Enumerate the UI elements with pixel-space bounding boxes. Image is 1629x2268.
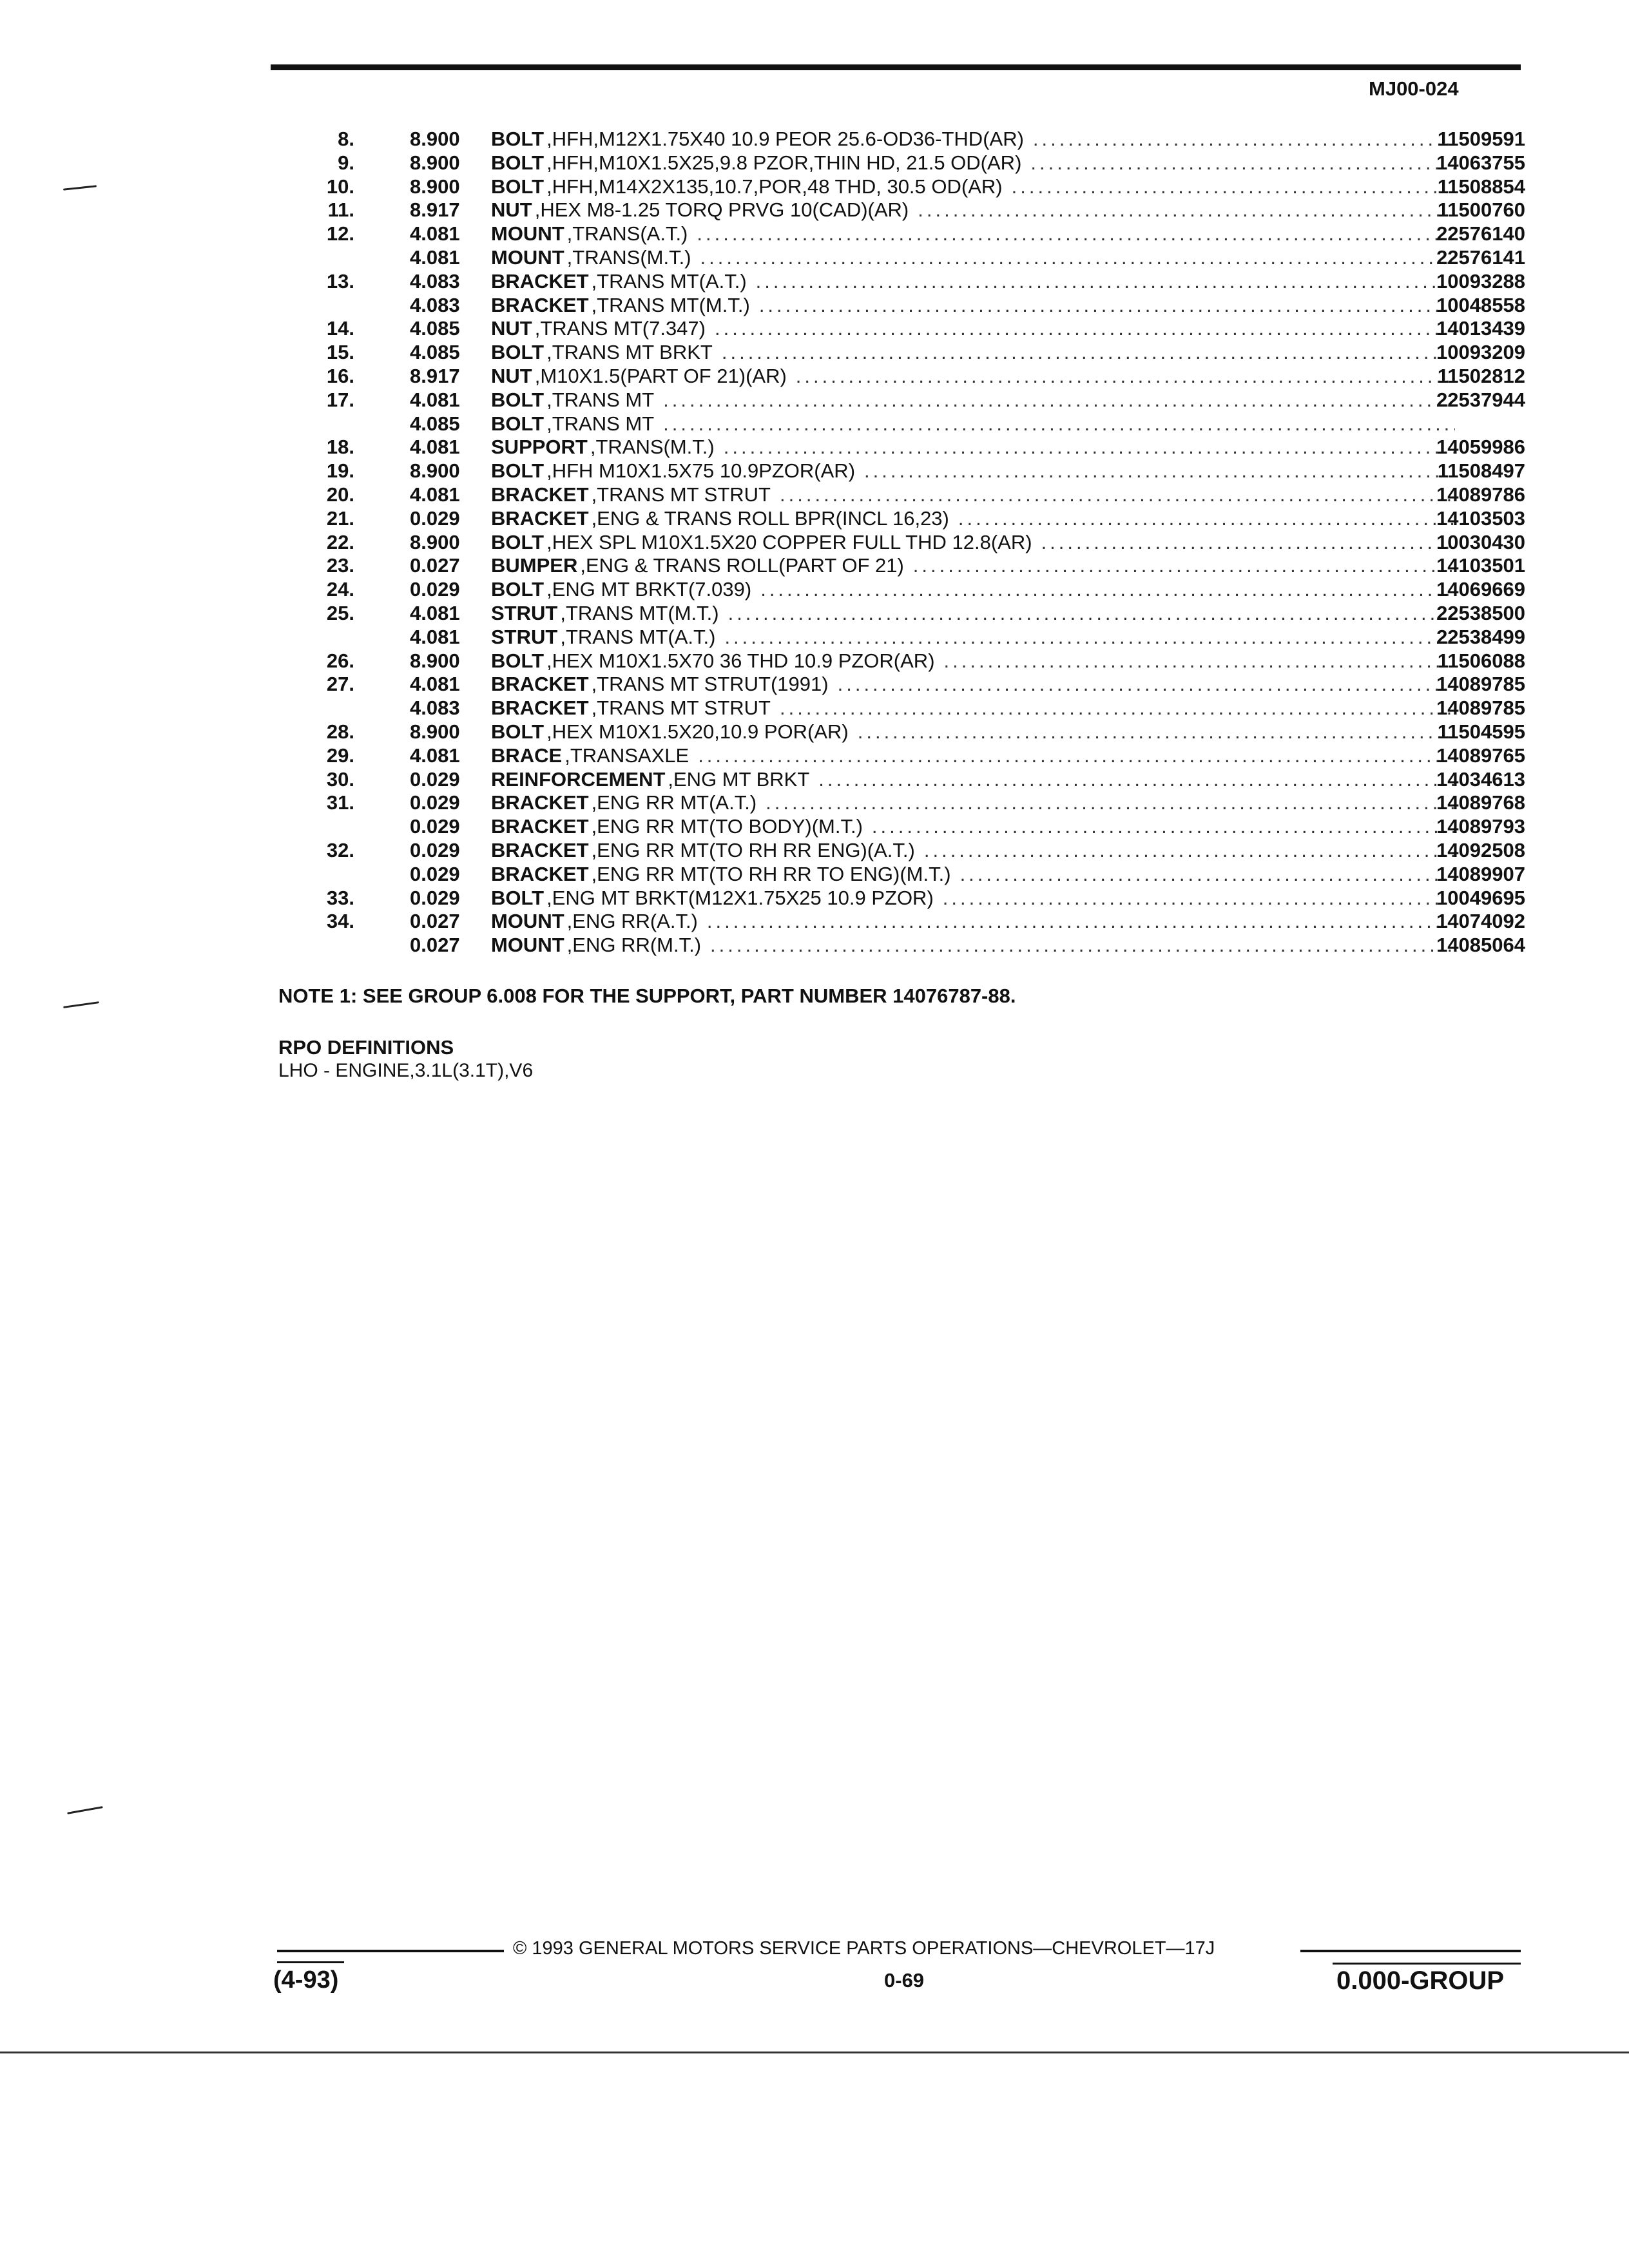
group-number: 4.083 (410, 269, 460, 293)
group-number: 4.081 (410, 245, 460, 269)
part-name: BRACKET (491, 791, 589, 814)
group-number: 8.900 (410, 720, 460, 743)
part-name: STRUT (491, 601, 558, 624)
part-description (491, 673, 1470, 697)
part-description (491, 602, 1470, 626)
part-description (491, 507, 1470, 531)
part-row (284, 341, 1525, 365)
item-number: 34. (326, 910, 354, 933)
part-row (284, 175, 1525, 199)
part-name: MOUNT (491, 910, 564, 933)
part-name: BRACKET (491, 862, 589, 885)
part-name: BRACKET (491, 838, 589, 861)
item-number: 12. (326, 222, 354, 245)
item-number: 27. (326, 673, 354, 696)
group-number: 0.029 (410, 506, 460, 530)
group-number: 0.029 (410, 838, 460, 861)
part-number: 14089907 (1436, 862, 1525, 885)
part-description (491, 128, 1470, 151)
dot-leader (872, 815, 1455, 839)
group-number: 4.081 (410, 601, 460, 624)
part-row (284, 673, 1525, 697)
item-number: 14. (326, 317, 354, 340)
group-number: 0.029 (410, 767, 460, 791)
part-description (491, 412, 1470, 436)
part-description (491, 839, 1470, 863)
part-row (284, 697, 1525, 720)
part-description (491, 436, 1470, 459)
item-number: 20. (326, 483, 354, 506)
part-name: NUT (491, 364, 532, 387)
dot-leader (943, 887, 1455, 910)
group-number: 8.900 (410, 175, 460, 198)
part-name: BOLT (491, 459, 545, 483)
item-number: 8. (338, 128, 354, 150)
group-number: 0.027 (410, 554, 460, 577)
part-number: 10048558 (1436, 293, 1525, 316)
part-row (284, 269, 1525, 294)
item-number: 9. (338, 151, 354, 174)
part-description (491, 317, 1470, 341)
part-name: BOLT (491, 530, 545, 553)
part-row (284, 198, 1525, 222)
part-description (491, 483, 1470, 507)
part-detail: ,ENG RR MT(TO BODY)(M.T.) (591, 815, 863, 838)
part-detail: ,M10X1.5(PART OF 21)(AR) (534, 364, 787, 387)
part-description (491, 697, 1470, 720)
part-description (491, 151, 1470, 175)
part-description (491, 887, 1470, 910)
part-number: 14103501 (1436, 554, 1525, 577)
part-description (491, 270, 1470, 294)
part-description (491, 910, 1470, 934)
item-number: 19. (326, 459, 354, 483)
part-name: MOUNT (491, 934, 564, 957)
part-description (491, 554, 1470, 578)
dot-leader (1030, 151, 1455, 175)
part-description (491, 578, 1470, 602)
group-number: 0.029 (410, 815, 460, 838)
part-name: BRACKET (491, 815, 589, 838)
part-detail: ,TRANS MT(M.T.) (591, 293, 750, 316)
part-name: BRACKET (491, 506, 589, 530)
part-description (491, 791, 1470, 815)
part-description (491, 365, 1470, 389)
part-description (491, 863, 1470, 887)
part-description (491, 341, 1470, 365)
part-name: STRUT (491, 625, 558, 648)
group-number: 0.029 (410, 578, 460, 601)
document-code: MJ00-024 (1369, 77, 1459, 100)
part-detail: ,HFH,M14X2X135,10.7,POR,48 THD, 30.5 OD(AR) (546, 175, 1003, 198)
part-detail: ,TRANS MT(A.T.) (591, 269, 747, 293)
part-description (491, 531, 1470, 555)
part-detail: ,ENG MT BRKT (668, 767, 810, 791)
part-detail: ,HFH M10X1.5X75 10.9PZOR(AR) (546, 459, 856, 483)
header-rule (271, 64, 1521, 70)
part-name: BRACE (491, 744, 563, 767)
part-number: 14063755 (1436, 151, 1525, 174)
part-number: 14089786 (1436, 483, 1525, 506)
item-number: 31. (326, 791, 354, 814)
part-row (284, 625, 1525, 649)
dot-leader (724, 436, 1455, 459)
part-detail: ,HEX SPL M10X1.5X20 COPPER FULL THD 12.8(AR) (546, 530, 1032, 553)
part-number: 14089765 (1436, 744, 1525, 767)
part-row (284, 436, 1525, 459)
dot-leader (924, 839, 1455, 863)
part-number: 11508854 (1437, 175, 1525, 198)
part-description (491, 294, 1470, 318)
part-description (491, 222, 1470, 246)
note-text: NOTE 1: SEE GROUP 6.008 FOR THE SUPPORT, PART NUMBER 14076787-88. (278, 985, 1016, 1007)
part-name: BUMPER (491, 554, 578, 577)
part-name: NUT (491, 198, 532, 222)
part-row (284, 744, 1525, 768)
part-number: 14069669 (1436, 578, 1525, 601)
part-number: 22576140 (1436, 222, 1525, 245)
part-number: 11500760 (1437, 198, 1525, 222)
item-number: 29. (326, 744, 354, 767)
dot-leader (1012, 175, 1455, 199)
dot-leader (780, 483, 1455, 507)
group-number: 4.081 (410, 436, 460, 459)
part-row (284, 601, 1525, 626)
part-row (284, 554, 1525, 578)
part-number: 11509591 (1437, 128, 1525, 150)
part-name: NUT (491, 317, 532, 340)
group-number: 4.081 (410, 483, 460, 506)
item-number: 18. (326, 436, 354, 459)
part-row (284, 317, 1525, 341)
group-number: 8.917 (410, 198, 460, 222)
part-detail: ,TRANS MT (546, 412, 655, 435)
group-number: 4.081 (410, 222, 460, 245)
group-number: 4.085 (410, 341, 460, 364)
part-row (284, 222, 1525, 246)
part-detail: ,ENG RR MT(TO RH RR ENG)(A.T.) (591, 838, 915, 861)
copyright-text: © 1993 GENERAL MOTORS SERVICE PARTS OPERATIONS—CHEVROLET—17J (513, 1938, 1215, 1959)
dot-leader (663, 389, 1455, 412)
scan-mark (63, 185, 97, 190)
dot-leader (780, 697, 1455, 720)
part-row (284, 412, 1521, 436)
dot-leader (864, 459, 1455, 483)
part-number: 22576141 (1436, 245, 1525, 269)
part-description (491, 389, 1470, 412)
part-number: 14089768 (1436, 791, 1525, 814)
dot-leader (796, 365, 1455, 389)
part-description (491, 744, 1470, 768)
group-number: 4.081 (410, 673, 460, 696)
part-row (284, 483, 1525, 507)
dot-leader (1041, 531, 1455, 555)
footer-rule-right (1300, 1950, 1521, 1952)
group-number: 0.029 (410, 886, 460, 909)
part-name: MOUNT (491, 222, 564, 245)
part-detail: ,ENG MT BRKT(7.039) (546, 578, 752, 601)
dot-leader (663, 412, 1455, 436)
dot-leader (756, 270, 1455, 294)
item-number: 22. (326, 530, 354, 553)
part-detail: ,ENG RR MT(TO RH RR TO ENG)(M.T.) (591, 862, 951, 885)
part-description (491, 934, 1470, 957)
group-number: 4.081 (410, 388, 460, 411)
item-number: 30. (326, 767, 354, 791)
part-number: 22537944 (1436, 388, 1525, 411)
part-row (284, 293, 1525, 318)
group-number: 8.917 (410, 364, 460, 387)
item-number: 23. (326, 554, 354, 577)
footer-rule-date (277, 1961, 344, 1963)
part-row (284, 506, 1525, 531)
part-description (491, 246, 1470, 270)
part-name: BRACKET (491, 673, 589, 696)
rpo-definitions-title: RPO DEFINITIONS (278, 1036, 454, 1059)
part-row (284, 720, 1525, 744)
dot-leader (838, 673, 1455, 697)
part-name: BOLT (491, 649, 545, 672)
dot-leader (710, 934, 1455, 957)
page-bottom-edge (0, 2052, 1629, 2053)
part-name: BOLT (491, 151, 545, 174)
part-description (491, 626, 1470, 649)
item-number: 17. (326, 388, 354, 411)
part-name: BRACKET (491, 483, 589, 506)
dot-leader (944, 649, 1455, 673)
part-description (491, 815, 1470, 839)
part-number: 14059986 (1436, 436, 1525, 459)
group-number: 8.900 (410, 151, 460, 174)
part-row (284, 862, 1525, 887)
item-number: 15. (326, 341, 354, 364)
parts-list (284, 128, 1525, 957)
part-number: 14089785 (1436, 697, 1525, 720)
part-detail: ,TRANS MT(A.T.) (560, 625, 716, 648)
part-row (284, 128, 1525, 151)
part-detail: ,ENG RR MT(A.T.) (591, 791, 757, 814)
dot-leader (1033, 128, 1455, 151)
part-number: 11506088 (1437, 649, 1525, 672)
part-detail: ,HFH,M10X1.5X25,9.8 PZOR,THIN HD, 21.5 OD(AR) (546, 151, 1022, 174)
part-number: 14013439 (1436, 317, 1525, 340)
group-number: 4.083 (410, 293, 460, 316)
part-detail: ,ENG & TRANS ROLL BPR(INCL 16,23) (591, 506, 949, 530)
part-number: 10049695 (1436, 886, 1525, 909)
group-number: 4.085 (410, 317, 460, 340)
part-name: MOUNT (491, 245, 564, 269)
footer-rule-left (277, 1950, 504, 1952)
part-row (284, 767, 1525, 792)
group-number: 4.081 (410, 744, 460, 767)
item-number: 28. (326, 720, 354, 743)
dot-leader (728, 602, 1455, 626)
dot-leader (715, 317, 1455, 341)
part-name: BOLT (491, 341, 545, 364)
group-number: 0.027 (410, 934, 460, 957)
item-number: 21. (326, 506, 354, 530)
dot-leader (766, 791, 1455, 815)
part-number: 14085064 (1436, 934, 1525, 957)
part-row (284, 886, 1525, 910)
part-number: 10093209 (1436, 341, 1525, 364)
part-name: BOLT (491, 388, 545, 411)
dot-leader (724, 626, 1455, 649)
part-detail: ,TRANS MT BRKT (546, 341, 713, 364)
part-name: BRACKET (491, 697, 589, 720)
part-detail: ,HEX M8-1.25 TORQ PRVG 10(CAD)(AR) (534, 198, 909, 222)
part-detail: ,TRANS(A.T.) (566, 222, 688, 245)
dot-leader (858, 720, 1455, 744)
footer-group: 0.000-GROUP (1336, 1966, 1505, 1995)
part-detail: ,ENG RR(M.T.) (566, 934, 702, 957)
part-name: BOLT (491, 175, 545, 198)
part-row (284, 364, 1525, 389)
part-number: 14034613 (1436, 767, 1525, 791)
group-number: 0.029 (410, 862, 460, 885)
dot-leader (698, 744, 1455, 768)
part-detail: ,TRANS MT STRUT(1991) (591, 673, 829, 696)
part-detail: ,TRANS MT(7.347) (534, 317, 706, 340)
dot-leader (960, 863, 1455, 887)
part-number: 22538500 (1436, 601, 1525, 624)
group-number: 4.085 (410, 412, 460, 435)
item-number: 24. (326, 578, 354, 601)
dot-leader (722, 341, 1455, 365)
item-number: 32. (326, 838, 354, 861)
group-number: 8.900 (410, 128, 460, 150)
part-description (491, 175, 1470, 199)
part-row (284, 245, 1525, 270)
part-number: 11502812 (1437, 364, 1525, 387)
part-row (284, 815, 1525, 839)
part-detail: ,TRANS(M.T.) (566, 245, 691, 269)
item-number: 11. (327, 198, 354, 222)
part-description (491, 768, 1470, 792)
part-detail: ,ENG RR(A.T.) (566, 910, 698, 933)
item-number: 33. (326, 886, 354, 909)
dot-leader (759, 294, 1455, 318)
dot-leader (760, 578, 1455, 602)
part-detail: ,TRANS MT(M.T.) (560, 601, 719, 624)
dot-leader (918, 198, 1455, 222)
part-detail: ,HEX M10X1.5X70 36 THD 10.9 PZOR(AR) (546, 649, 935, 672)
rpo-definition: LHO - ENGINE,3.1L(3.1T),V6 (278, 1060, 534, 1081)
part-detail: ,TRANS MT STRUT (591, 483, 771, 506)
part-number: 22538499 (1436, 625, 1525, 648)
footer-date: (4-93) (273, 1966, 339, 1994)
part-name: BOLT (491, 412, 545, 435)
item-number: 13. (326, 269, 354, 293)
part-detail: ,ENG & TRANS ROLL(PART OF 21) (580, 554, 904, 577)
part-row (284, 578, 1525, 602)
part-number: 14092508 (1436, 838, 1525, 861)
part-name: REINFORCEMENT (491, 767, 666, 791)
dot-leader (818, 768, 1455, 792)
part-description (491, 649, 1470, 673)
part-number: 10030430 (1436, 530, 1525, 553)
part-row (284, 791, 1525, 815)
dot-leader (913, 554, 1455, 578)
part-name: BOLT (491, 720, 545, 743)
part-row (284, 388, 1525, 412)
part-detail: ,HFH,M12X1.75X40 10.9 PEOR 25.6-OD36-THD(AR) (546, 128, 1024, 150)
part-number: 14089793 (1436, 815, 1525, 838)
part-number: 11508497 (1437, 459, 1525, 483)
group-number: 8.900 (410, 530, 460, 553)
part-name: BOLT (491, 128, 545, 150)
part-number: 10093288 (1436, 269, 1525, 293)
dot-leader (700, 246, 1455, 270)
item-number: 16. (326, 364, 354, 387)
part-detail: ,HEX M10X1.5X20,10.9 POR(AR) (546, 720, 849, 743)
part-detail: ,ENG MT BRKT(M12X1.75X25 10.9 PZOR) (546, 886, 934, 909)
part-name: BRACKET (491, 293, 589, 316)
item-number: 25. (326, 601, 354, 624)
part-detail: ,TRANS MT STRUT (591, 697, 771, 720)
part-detail: ,TRANS MT (546, 388, 655, 411)
part-description (491, 198, 1470, 222)
part-detail: ,TRANSAXLE (564, 744, 689, 767)
scan-mark (67, 1806, 103, 1814)
dot-leader (958, 507, 1455, 531)
page-number: 0-69 (884, 1969, 925, 1992)
group-number: 4.081 (410, 625, 460, 648)
dot-leader (697, 222, 1455, 246)
part-name: BRACKET (491, 269, 589, 293)
part-number: 11504595 (1437, 720, 1525, 743)
footer-rule-group (1333, 1963, 1521, 1965)
group-number: 8.900 (410, 459, 460, 483)
group-number: 0.027 (410, 910, 460, 933)
part-description (491, 720, 1470, 744)
group-number: 8.900 (410, 649, 460, 672)
part-description (491, 459, 1470, 483)
scan-mark (63, 1001, 99, 1008)
part-row (284, 459, 1525, 483)
part-number: 14074092 (1436, 910, 1525, 933)
group-number: 4.083 (410, 697, 460, 720)
dot-leader (707, 910, 1455, 934)
group-number: 0.029 (410, 791, 460, 814)
part-row (284, 530, 1525, 555)
item-number: 26. (326, 649, 354, 672)
part-row (284, 910, 1525, 934)
part-number: 14103503 (1436, 506, 1525, 530)
part-name: BOLT (491, 886, 545, 909)
part-row (284, 838, 1525, 863)
part-row (284, 151, 1525, 175)
item-number: 10. (326, 175, 354, 198)
part-name: BOLT (491, 578, 545, 601)
part-detail: ,TRANS(M.T.) (590, 436, 715, 459)
part-number: 14089785 (1436, 673, 1525, 696)
part-name: SUPPORT (491, 436, 588, 459)
part-row (284, 934, 1525, 957)
part-row (284, 649, 1525, 673)
